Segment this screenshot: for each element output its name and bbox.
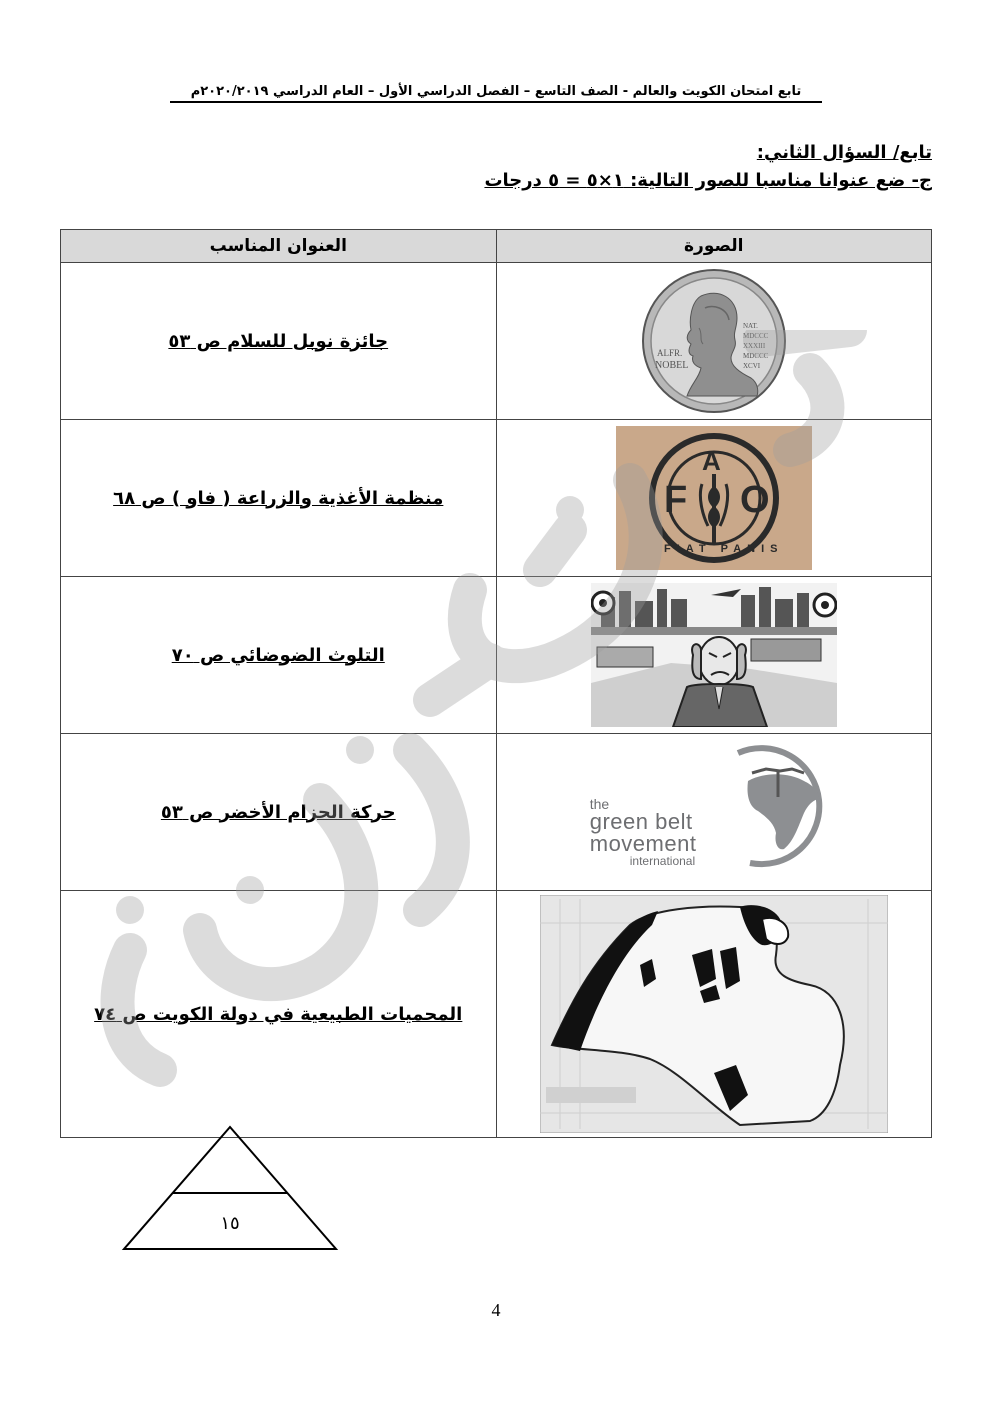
svg-text:XCVI: XCVI: [742, 362, 760, 370]
svg-text:NOBEL: NOBEL: [654, 360, 689, 371]
svg-text:NAT.: NAT.: [742, 322, 758, 330]
table-row: [61, 891, 932, 1138]
svg-text:XXXIII: XXXIII: [742, 342, 765, 350]
noise-pollution-image: [591, 583, 837, 727]
answer-text: التلوث الضوضائي ص ٧٠: [171, 644, 385, 666]
answer-table: [60, 229, 932, 1138]
answer-text: المحميات الطبيعية في دولة الكويت ص ٧٤: [94, 1003, 463, 1025]
fao-motto: FIAT PANIS: [663, 543, 784, 555]
image-cell: [496, 577, 932, 734]
nobel-medal-image: [639, 268, 789, 414]
table-row: [61, 420, 932, 577]
image-cell: [496, 734, 932, 891]
score-value: ١٥: [220, 1213, 240, 1234]
table-header-row: [61, 230, 932, 263]
answer-cell: [61, 577, 497, 734]
globe-africa-icon: [708, 741, 838, 871]
green-belt-line3: international: [629, 854, 696, 868]
fao-letter-f: F: [663, 479, 687, 521]
image-cell: [496, 891, 932, 1138]
green-belt-wordmark: [590, 797, 697, 867]
answer-cell: [61, 420, 497, 577]
table-row: [61, 577, 932, 734]
page-number: 4: [491, 1300, 501, 1320]
image-cell: [496, 420, 932, 577]
fao-letter-o: O: [739, 479, 770, 521]
column-header-title: العنوان المناسب: [61, 230, 497, 263]
exam-header: تابع امتحان الكويت والعالم - الصف التاسع – الفصل الدراسي الأول – العام الدراسي ٢٠٢٠/٢٠١٩م: [170, 84, 822, 103]
answer-text: جائزة نوبل للسلام ص ٥٣: [168, 330, 389, 352]
green-belt-the: the: [589, 796, 610, 812]
score-pyramid: [120, 1125, 340, 1251]
question-title: تابع/ السؤال الثاني:: [756, 142, 932, 163]
green-belt-logo: [584, 747, 844, 877]
answer-text: منظمة الأغذية والزراعة ( فاو ) ص ٦٨: [113, 487, 444, 509]
fao-logo-image: [616, 426, 812, 570]
table-row: [61, 734, 932, 891]
answer-cell: [61, 891, 497, 1138]
image-cell: [496, 263, 932, 420]
question-instruction: ج- ضع عنوانا مناسبا للصور التالية: ١×٥ = ٥ درجات: [484, 170, 932, 191]
svg-text:MDCCC: MDCCC: [742, 352, 769, 360]
svg-text:ALFR.: ALFR.: [656, 348, 683, 358]
answer-cell: [61, 734, 497, 891]
answer-cell: [61, 263, 497, 420]
column-header-image: الصورة: [496, 230, 932, 263]
answer-text: حركة الحزام الأخضر ص ٥٣: [160, 801, 396, 823]
fao-letter-a: A: [701, 446, 721, 476]
kuwait-reserves-map-image: [540, 895, 888, 1133]
green-belt-line1: green belt: [589, 809, 693, 834]
table-row: [61, 263, 932, 420]
svg-text:MDCCC: MDCCC: [742, 332, 769, 340]
green-belt-line2: movement: [589, 831, 697, 856]
